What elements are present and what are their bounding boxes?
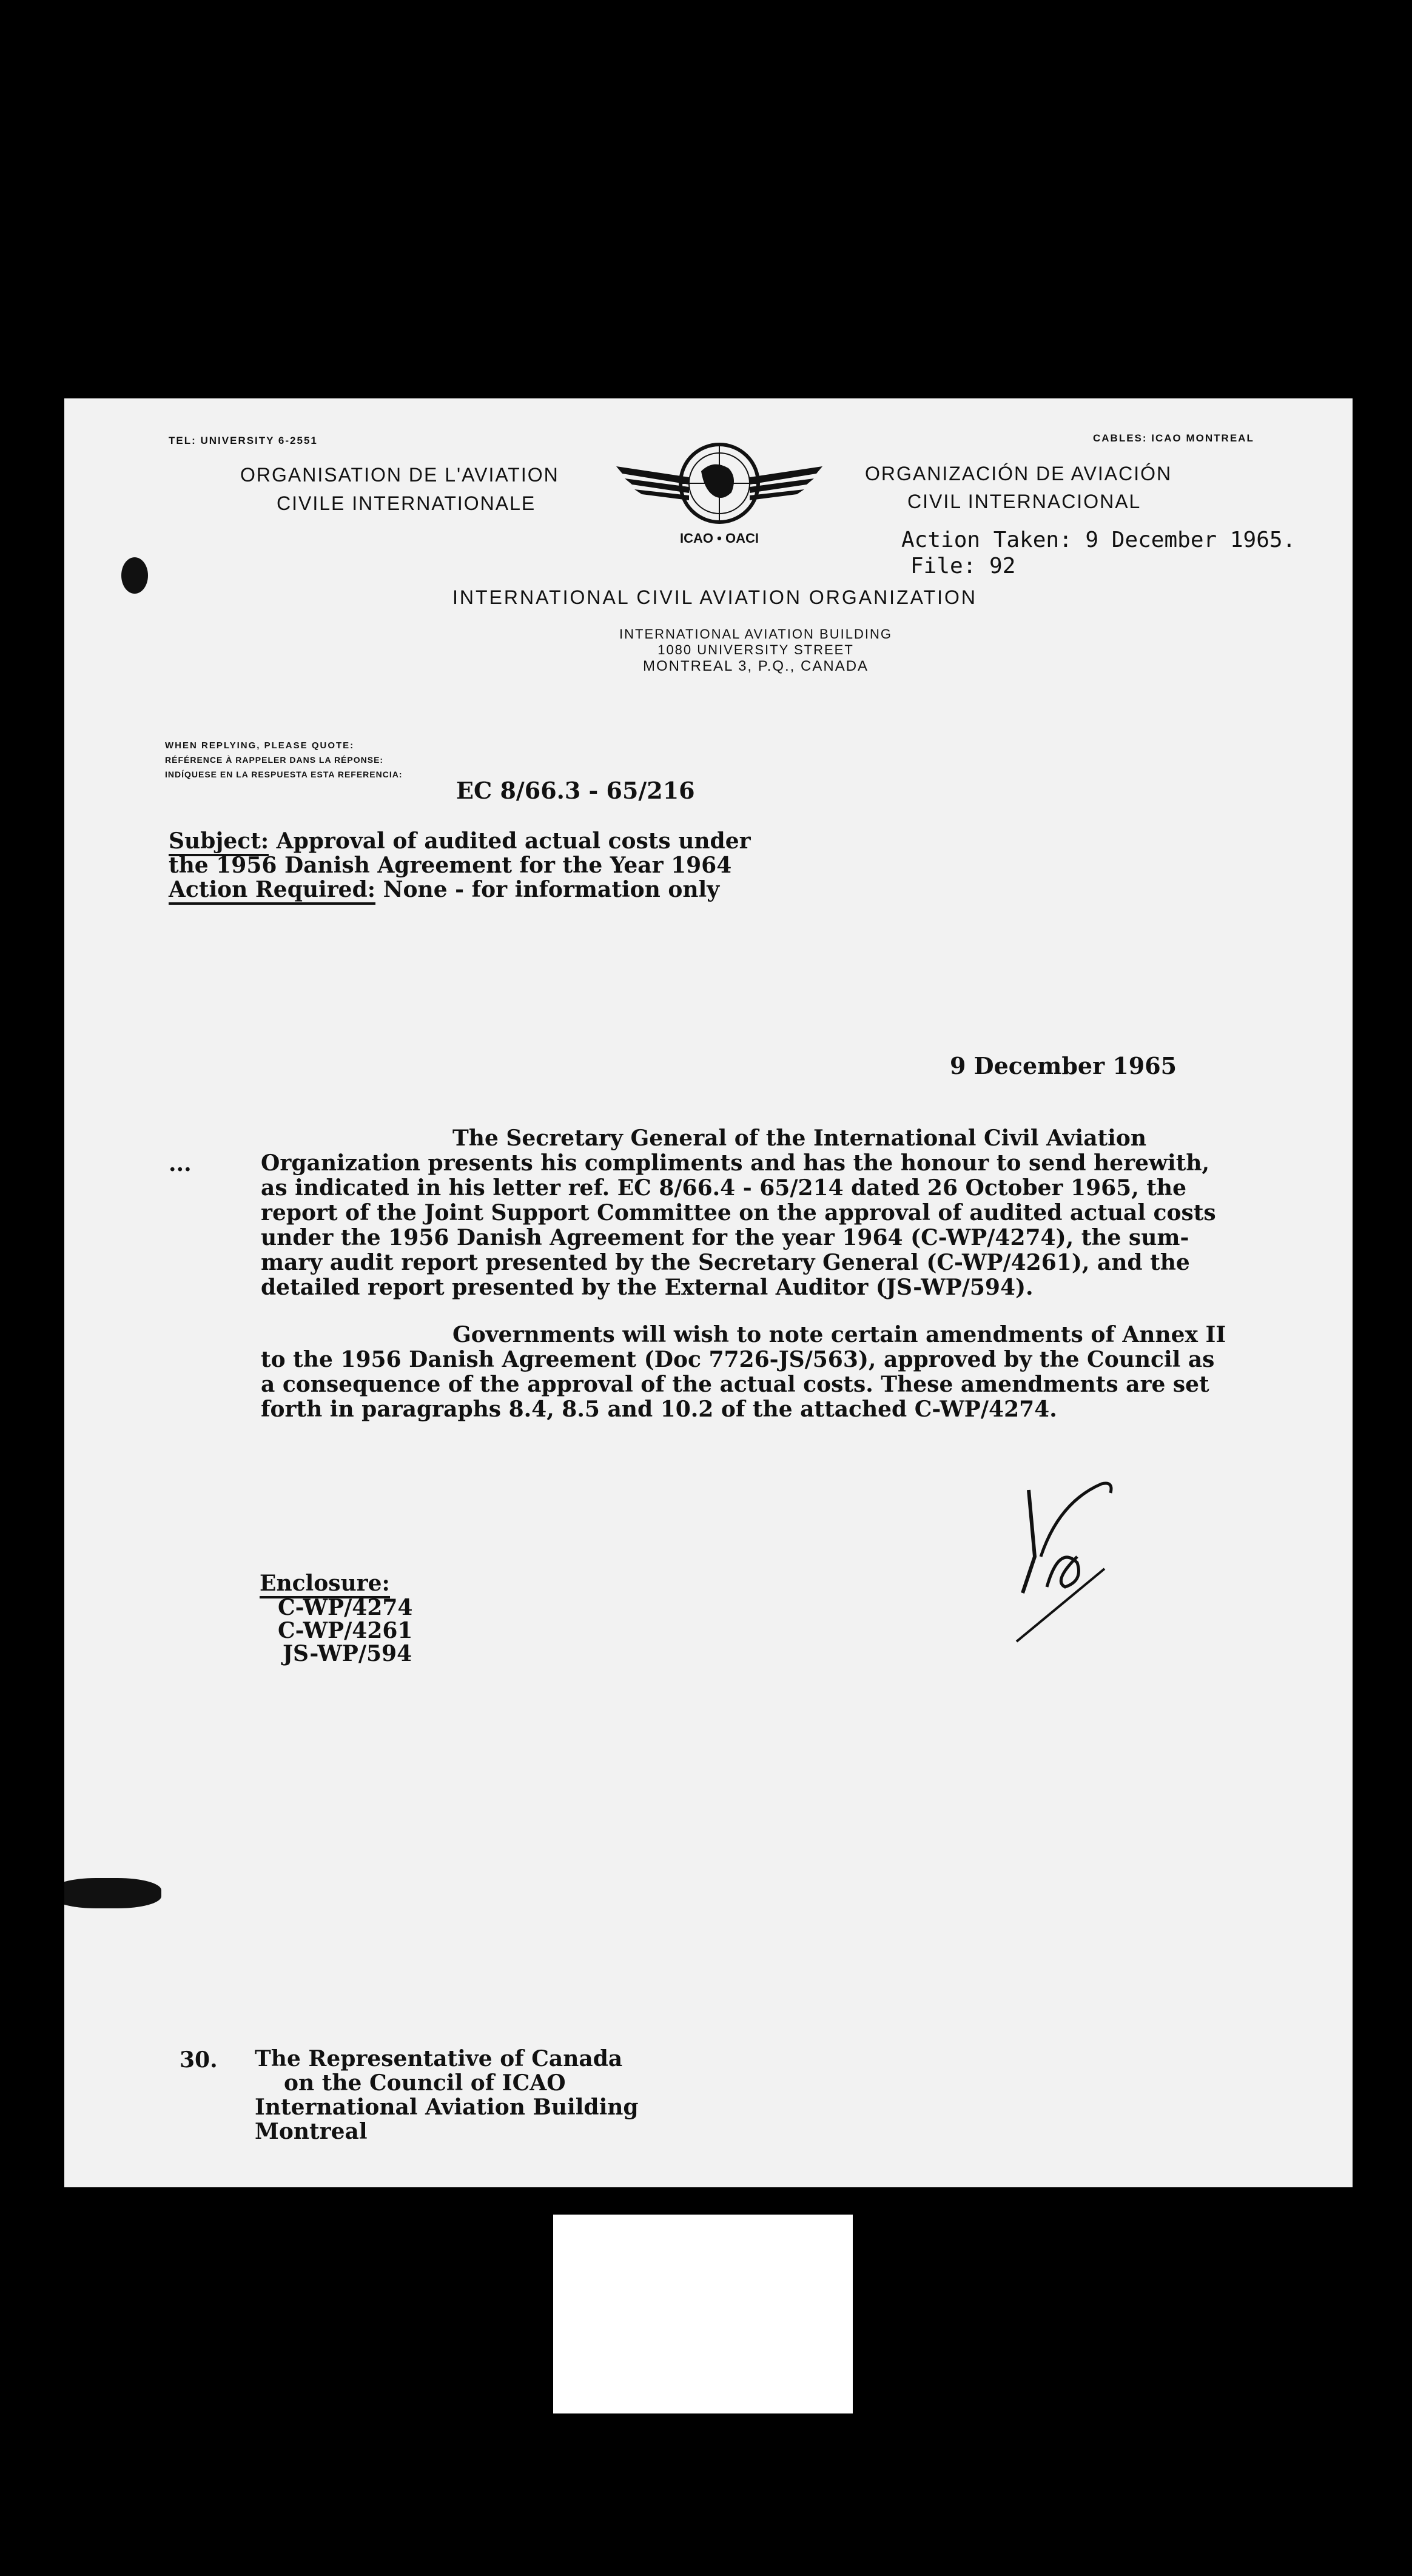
action-required-text: None - for information only xyxy=(375,877,720,902)
enclosure-label: Enclosure: xyxy=(260,1571,390,1596)
subject-label: Subject: xyxy=(169,828,269,856)
address-line3: MONTREAL 3, P.Q., CANADA xyxy=(642,658,869,674)
enclosure-item: JS-WP/594 xyxy=(283,1641,412,1666)
enclosure-item: C-WP/4261 xyxy=(278,1618,413,1643)
paragraph2-line: Governments will wish to note certain amendments of Annex II xyxy=(452,1322,1226,1347)
paragraph2-line: to the 1956 Danish Agreement (Doc 7726-JS/563), approved by the Council as xyxy=(261,1347,1215,1372)
paragraph1-line: under the 1956 Danish Agreement for the year 1964 (C-WP/4274), the sum- xyxy=(261,1225,1189,1250)
spanish-name-line1: ORGANIZACIÓN DE AVIACIÓN xyxy=(865,463,1172,485)
paragraph2-line: a consequence of the approval of the actual costs. These amendments are set xyxy=(261,1372,1209,1397)
action-taken-note: Action Taken: 9 December 1965. xyxy=(901,528,1296,552)
reply-note-line3: INDÍQUESE EN LA RESPUESTA ESTA REFERENCIA: xyxy=(165,770,403,779)
paragraph1-line: mary audit report presented by the Secretary General (C-WP/4261), and the xyxy=(261,1250,1190,1275)
icao-emblem-icon xyxy=(616,435,822,550)
cables-line: CABLES: ICAO MONTREAL xyxy=(1093,432,1254,444)
paragraph1-line: as indicated in his letter ref. EC 8/66.4 - 65/214 dated 26 October 1965, the xyxy=(261,1175,1186,1201)
subject-text-line2: the 1956 Danish Agreement for the Year 1964 xyxy=(169,853,732,878)
french-name-line1: ORGANISATION DE L'AVIATION xyxy=(240,464,559,486)
reference-number: EC 8/66.3 - 65/216 xyxy=(456,777,695,804)
action-required-label: Action Required: xyxy=(169,877,375,905)
addressee-line: on the Council of ICAO xyxy=(284,2070,566,2096)
margin-mark: ... xyxy=(169,1151,192,1176)
spanish-name-line2: CIVIL INTERNACIONAL xyxy=(907,491,1141,512)
file-number-note: File: 92 xyxy=(910,554,1016,579)
french-name-line2: CIVILE INTERNATIONALE xyxy=(277,492,536,514)
logo-text: ICAO • OACI xyxy=(680,531,759,546)
blank-label xyxy=(553,2215,853,2413)
addressee-number: 30. xyxy=(180,2047,218,2073)
address-line1: INTERNATIONAL AVIATION BUILDING xyxy=(619,626,892,642)
addressee-line: International Aviation Building xyxy=(255,2095,639,2120)
document-page xyxy=(64,398,1353,2187)
reply-note-line2: RÉFÉRENCE À RAPPELER DANS LA RÉPONSE: xyxy=(165,755,384,765)
addressee-line: Montreal xyxy=(255,2119,368,2144)
paragraph1-line: report of the Joint Support Committee on the approval of audited actual costs xyxy=(261,1200,1216,1226)
paragraph1-line: The Secretary General of the International Civil Aviation xyxy=(452,1125,1147,1151)
letter-date: 9 December 1965 xyxy=(950,1052,1177,1079)
signature xyxy=(1010,1466,1156,1648)
organization-name: INTERNATIONAL CIVIL AVIATION ORGANIZATION xyxy=(452,586,978,608)
subject-text-line1: Approval of audited actual costs under xyxy=(269,828,751,854)
ink-blot xyxy=(121,557,148,594)
paragraph2-line: forth in paragraphs 8.4, 8.5 and 10.2 of the attached C-WP/4274. xyxy=(261,1397,1057,1422)
action-required-line xyxy=(169,877,719,902)
torn-edge xyxy=(64,1878,161,1908)
paragraph1-line: detailed report presented by the External Auditor (JS-WP/594). xyxy=(261,1275,1034,1300)
enclosure-item: C-WP/4274 xyxy=(278,1595,413,1620)
paragraph1-line: Organization presents his compliments and has the honour to send herewith, xyxy=(261,1150,1210,1176)
reply-note-line1: WHEN REPLYING, PLEASE QUOTE: xyxy=(165,740,355,751)
telephone-line: TEL: UNIVERSITY 6-2551 xyxy=(169,435,318,446)
addressee-line: The Representative of Canada xyxy=(255,2046,623,2071)
subject-line1 xyxy=(169,829,751,854)
address-line2: 1080 UNIVERSITY STREET xyxy=(657,642,854,657)
